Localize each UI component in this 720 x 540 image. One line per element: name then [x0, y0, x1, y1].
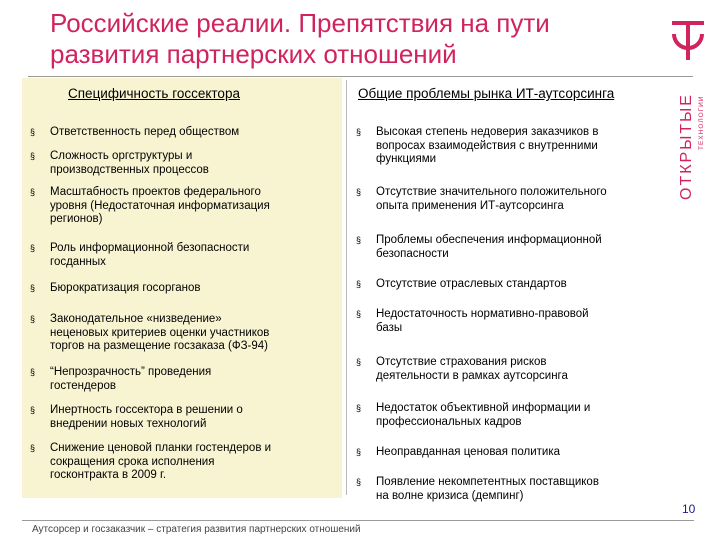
left-list-item: [30, 366, 330, 393]
item-line: Законодательное «низведение»: [50, 313, 222, 325]
t-logo-icon: [668, 20, 708, 64]
item-line: Отсутствие значительного положительного: [376, 186, 607, 198]
item-line: опыта применения ИТ-аутсорсинга: [376, 199, 564, 212]
bullet-icon: §: [356, 357, 362, 367]
left-list-item: [30, 242, 330, 269]
slide-title-line-2: развития партнерских отношений: [50, 39, 457, 69]
bullet-icon: §: [30, 443, 36, 453]
left-list-item: [30, 150, 330, 177]
item-line: профессиональных кадров: [376, 415, 522, 428]
bullet-icon: §: [30, 314, 36, 324]
item-line: Снижение ценовой планки гостендеров и: [50, 442, 272, 454]
title-divider: [28, 76, 693, 77]
item-line: Ответственность перед обществом: [50, 126, 240, 138]
item-line: торгов на размещение госзаказа (ФЗ-94): [50, 340, 268, 353]
right-list-item: [356, 234, 668, 261]
item-line: производственных процессов: [50, 163, 209, 176]
left-list-item: [30, 442, 330, 483]
company-logo: [664, 20, 714, 200]
item-line: Недостаток объективной информации и: [376, 402, 591, 414]
item-line: функциями: [376, 153, 437, 166]
column-divider: [346, 80, 347, 495]
right-list-item: [356, 476, 668, 503]
bullet-icon: §: [356, 477, 362, 487]
right-list-item: [356, 278, 668, 292]
item-line: госконтракта в 2009 г.: [50, 469, 167, 482]
item-line: сокращения срока исполнения: [50, 455, 215, 468]
left-list-item: [30, 282, 330, 296]
logo-wordmark: ОТКРЫТЫЕ: [678, 93, 695, 200]
bullet-icon: §: [356, 447, 362, 457]
right-list-item: [356, 446, 668, 460]
item-line: Неоправданная ценовая политика: [376, 446, 560, 458]
item-line: Высокая степень недоверия заказчиков в: [376, 126, 599, 138]
item-line: “Непрозрачность” проведения: [50, 366, 212, 378]
item-line: Бюрократизация госорганов: [50, 282, 201, 294]
footer-text: Аутсорсер и госзаказчик – стратегия развития партнерских отношений: [32, 524, 361, 535]
slide-title: [50, 8, 650, 70]
slide-title-line-1: Российские реалии. Препятствия на пути: [50, 8, 550, 38]
left-list-item: [30, 126, 330, 140]
bullet-icon: §: [356, 279, 362, 289]
bullet-icon: §: [30, 367, 36, 377]
right-list-item: [356, 356, 668, 383]
left-column-header: Специфичность госсектора: [68, 86, 240, 101]
footer-divider: [22, 520, 694, 521]
item-line: регионов): [50, 213, 103, 226]
item-line: гостендеров: [50, 379, 116, 392]
bullet-icon: §: [356, 403, 362, 413]
item-line: вопросах взаимодействия с внутренними: [376, 139, 598, 152]
item-line: уровня (Недостаточная информатизация: [50, 199, 270, 212]
item-line: Появление некомпетентных поставщиков: [376, 476, 599, 488]
item-line: Сложность оргструктуры и: [50, 150, 193, 162]
item-line: Роль информационной безопасности: [50, 242, 250, 254]
left-list-item: [30, 313, 330, 354]
right-list-item: [356, 308, 668, 335]
bullet-icon: §: [30, 283, 36, 293]
bullet-icon: §: [356, 309, 362, 319]
item-line: Недостаточность нормативно-правовой: [376, 308, 589, 320]
item-line: на волне кризиса (демпинг): [376, 489, 524, 502]
item-line: Отсутствие отраслевых стандартов: [376, 278, 567, 290]
right-list-item: [356, 126, 668, 167]
bullet-icon: §: [30, 187, 36, 197]
logo-subtitle: ТЕХНОЛОГИИ: [698, 95, 705, 150]
right-column-header: Общие проблемы рынка ИТ-аутсорсинга: [358, 86, 615, 101]
bullet-icon: §: [30, 405, 36, 415]
item-line: деятельности в рамках аутсорсинга: [376, 369, 568, 382]
item-line: безопасности: [376, 247, 449, 260]
bullet-icon: §: [30, 151, 36, 161]
item-line: внедрении новых технологий: [50, 417, 207, 430]
item-line: неценовых критериев оценки участников: [50, 326, 270, 339]
item-line: Инертность госсектора в решении о: [50, 404, 243, 416]
item-line: Масштабность проектов федерального: [50, 186, 261, 198]
bullet-icon: §: [356, 187, 362, 197]
bullet-icon: §: [30, 243, 36, 253]
page-number: 10: [682, 502, 696, 516]
right-list-item: [356, 402, 668, 429]
bullet-icon: §: [356, 235, 362, 245]
item-line: Отсутствие страхования рисков: [376, 356, 547, 368]
item-line: базы: [376, 321, 403, 334]
bullet-icon: §: [30, 127, 36, 137]
item-line: Проблемы обеспечения информационной: [376, 234, 602, 246]
item-line: госданных: [50, 255, 106, 268]
left-list-item: [30, 186, 330, 227]
right-list-item: [356, 186, 668, 213]
left-list-item: [30, 404, 330, 431]
bullet-icon: §: [356, 127, 362, 137]
